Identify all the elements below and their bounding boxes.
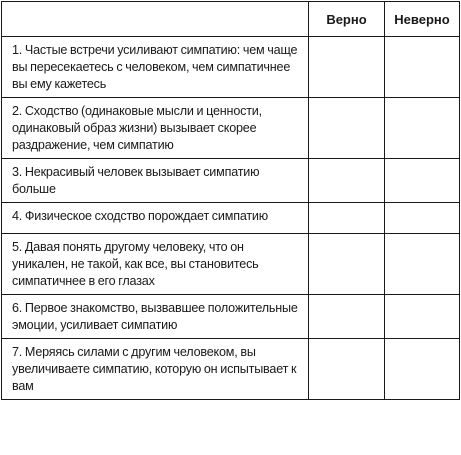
statement-text: 2. Сходство (одинаковые мысли и ценности, одинаковый образ жизни) вызывает скорее раздражение, чем симпатию	[12, 104, 262, 152]
statement-text: 3. Некрасивый человек вызывает симпатию больше	[12, 165, 260, 196]
answer-false-cell[interactable]	[385, 295, 460, 339]
statement-cell	[2, 203, 309, 234]
statement-cell	[2, 98, 309, 159]
answer-true-cell[interactable]	[309, 339, 385, 400]
statement-cell	[2, 295, 309, 339]
statement-row-7	[2, 339, 460, 400]
answer-true-cell[interactable]	[309, 203, 385, 234]
statement-cell	[2, 234, 309, 295]
answer-false-cell[interactable]	[385, 339, 460, 400]
answer-false-cell[interactable]	[385, 37, 460, 98]
statement-text: 7. Меряясь силами с другим человеком, вы увеличиваете симпатию, которую он испытывает к вам	[12, 345, 297, 393]
answer-false-cell[interactable]	[385, 203, 460, 234]
statement-row-6	[2, 295, 460, 339]
statement-cell	[2, 37, 309, 98]
header-true: Верно	[309, 2, 385, 37]
statement-text: 1. Частые встречи усиливают симпатию: чем чаще вы пересекаетесь с человеком, чем симпатичнее вы ему кажетесь	[12, 43, 298, 91]
statement-row-3	[2, 159, 460, 203]
answer-false-cell[interactable]	[385, 234, 460, 295]
answer-true-cell[interactable]	[309, 159, 385, 203]
statement-text: 6. Первое знакомство, вызвавшее положительные эмоции, усиливает симпатию	[12, 301, 298, 332]
statement-text: 4. Физическое сходство порождает симпатию	[12, 209, 268, 223]
statement-row-2	[2, 98, 460, 159]
answer-false-cell[interactable]	[385, 159, 460, 203]
header-false: Неверно	[385, 2, 460, 37]
statement-row-1	[2, 37, 460, 98]
answer-true-cell[interactable]	[309, 295, 385, 339]
answer-true-cell[interactable]	[309, 37, 385, 98]
answer-true-cell[interactable]	[309, 234, 385, 295]
true-false-table	[1, 1, 460, 400]
statement-text: 5. Давая понять другому человеку, что он уникален, не такой, как все, вы становитесь симпатичнее в его глазах	[12, 240, 259, 288]
statement-row-5	[2, 234, 460, 295]
header-row	[2, 2, 460, 37]
statement-cell	[2, 339, 309, 400]
header-statement	[2, 2, 309, 37]
answer-true-cell[interactable]	[309, 98, 385, 159]
statement-cell	[2, 159, 309, 203]
answer-false-cell[interactable]	[385, 98, 460, 159]
statement-row-4	[2, 203, 460, 234]
